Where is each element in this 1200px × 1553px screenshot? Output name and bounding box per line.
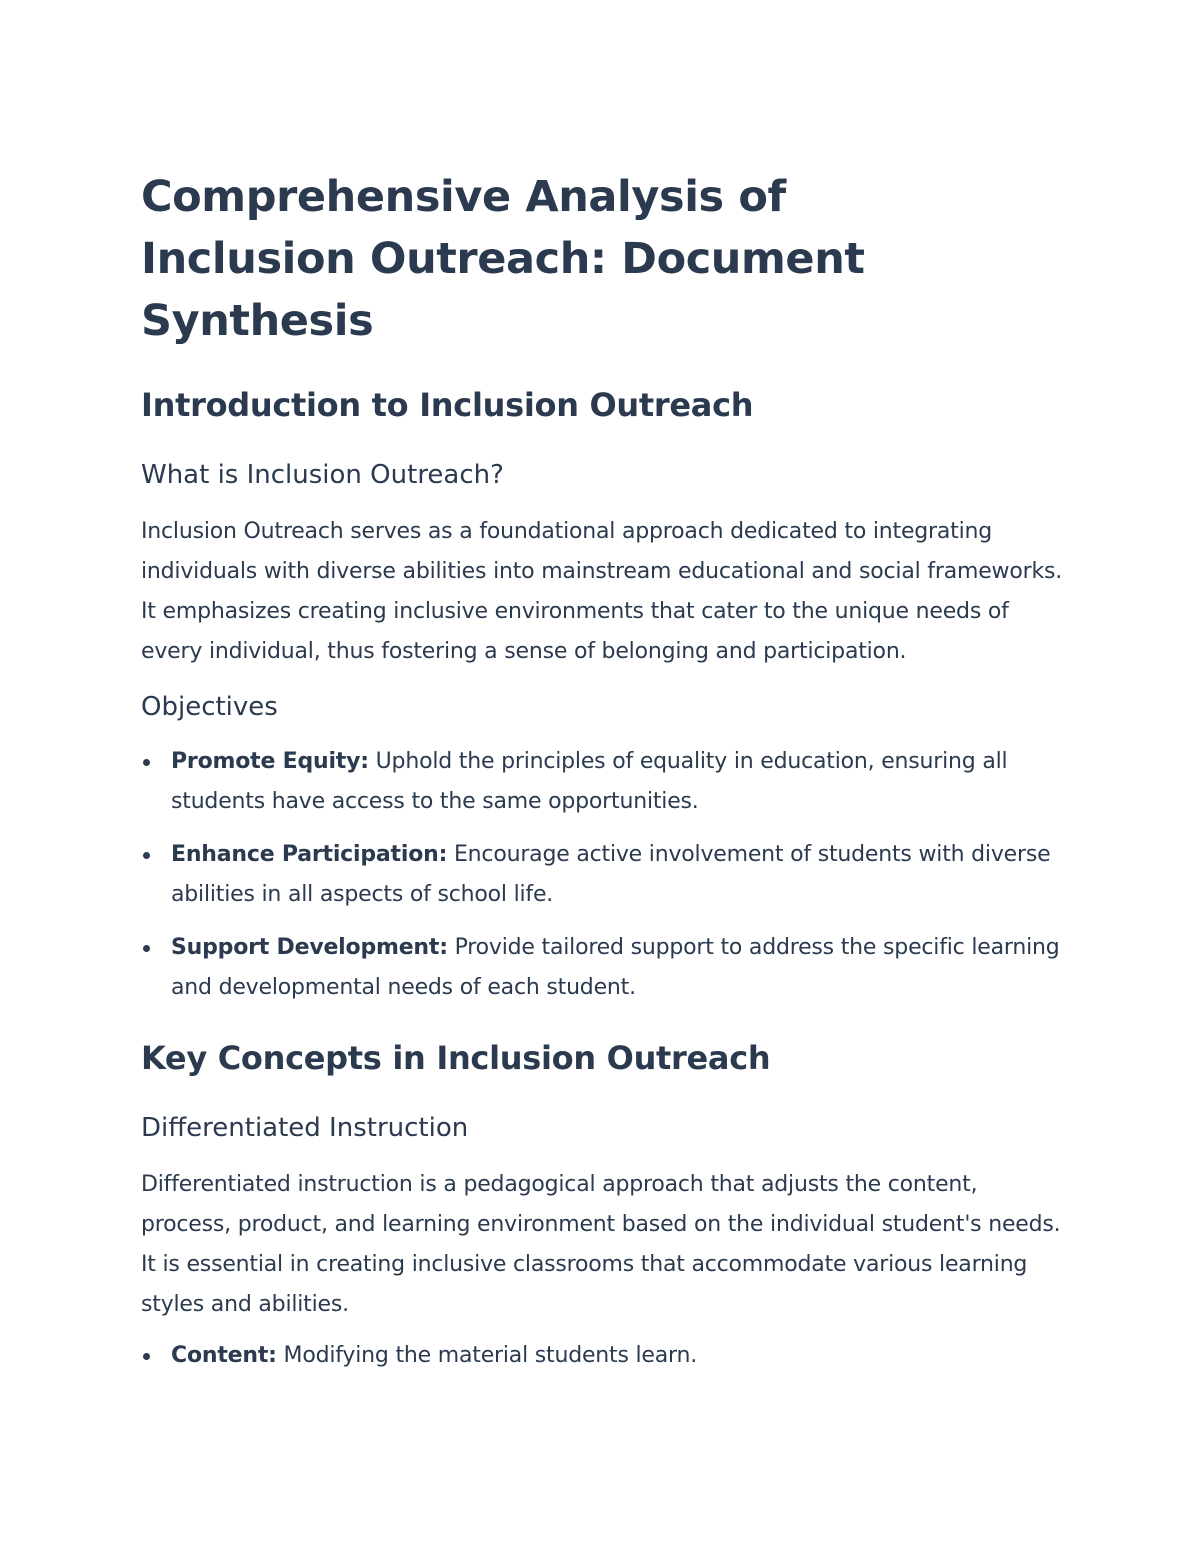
bullet-term: Promote Equity: bbox=[171, 749, 369, 774]
bullet-text: Uphold the principles of equality in education, ensuring all students have access to the same opportunities. bbox=[171, 749, 1008, 814]
list-item bbox=[141, 928, 1071, 1008]
bullet-icon bbox=[143, 945, 150, 952]
differentiated-list bbox=[141, 1336, 1071, 1376]
list-item bbox=[141, 742, 1071, 822]
bullet-term: Support Development: bbox=[171, 935, 448, 960]
bullet-text: Provide tailored support to address the specific learning and developmental needs of each student. bbox=[171, 935, 1060, 1000]
bullet-icon bbox=[143, 759, 150, 766]
list-item bbox=[141, 835, 1071, 915]
bullet-term: Enhance Participation: bbox=[171, 842, 448, 867]
subsection-heading-objectives: Objectives bbox=[141, 692, 278, 722]
subsection-heading-what-is: What is Inclusion Outreach? bbox=[141, 460, 504, 490]
paragraph-differentiated: Differentiated instruction is a pedagogical approach that adjusts the content, process, product, and learning environment based on the individual student's needs. It is essential in creating inclusive classrooms that accommodate various learning styles and abilities. bbox=[141, 1172, 1061, 1317]
document-title: Comprehensive Analysis of Inclusion Outreach: Document Synthesis bbox=[141, 172, 865, 346]
bullet-text: Encourage active involvement of students with diverse abilities in all aspects of school life. bbox=[171, 842, 1051, 907]
bullet-text: Modifying the material students learn. bbox=[276, 1343, 698, 1368]
section-heading-introduction: Introduction to Inclusion Outreach bbox=[141, 386, 754, 424]
bullet-icon bbox=[143, 1353, 150, 1360]
bullet-term: Content: bbox=[171, 1343, 277, 1368]
paragraph-what-is: Inclusion Outreach serves as a foundational approach dedicated to integrating individuals with diverse abilities into mainstream educational and social frameworks. It emphasizes creating inclusive environments that cater to the unique needs of every individual, thus fostering a sense of belonging and participation. bbox=[141, 519, 1063, 664]
document-page bbox=[141, 166, 1071, 1376]
subsection-heading-differentiated: Differentiated Instruction bbox=[141, 1113, 469, 1143]
objectives-list bbox=[141, 742, 1071, 1008]
section-heading-key-concepts: Key Concepts in Inclusion Outreach bbox=[141, 1039, 771, 1077]
list-item bbox=[141, 1336, 1071, 1376]
bullet-icon bbox=[143, 852, 150, 859]
